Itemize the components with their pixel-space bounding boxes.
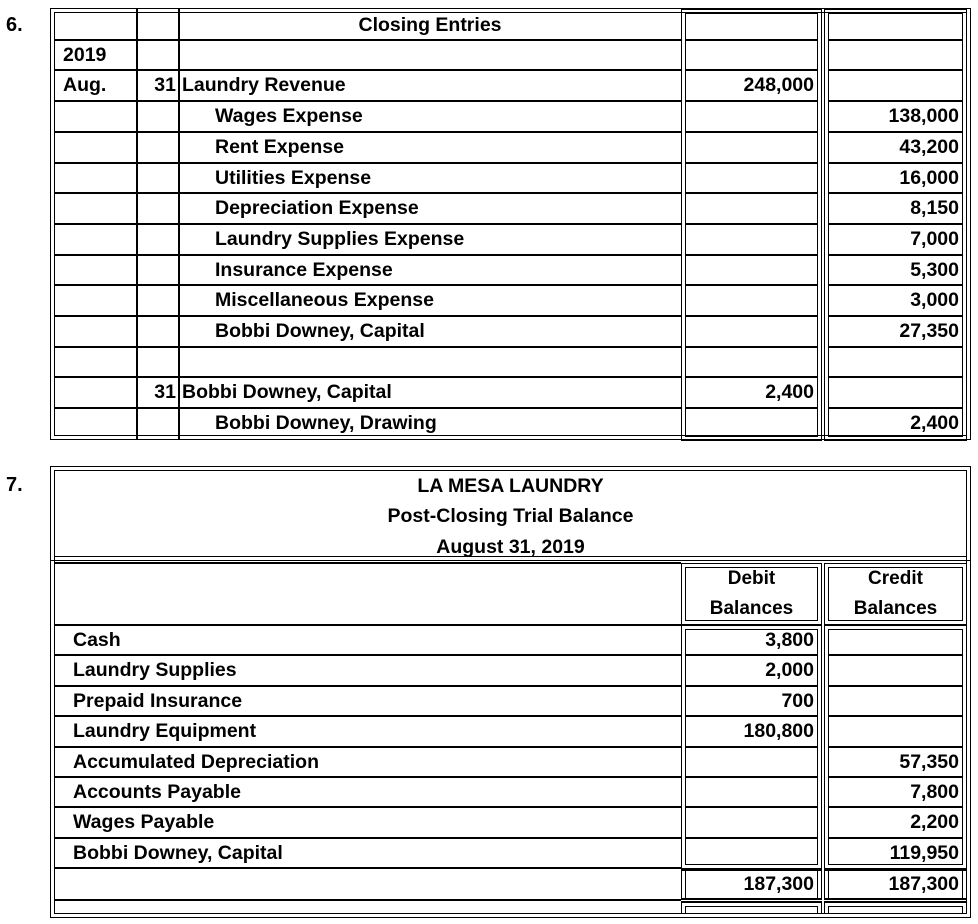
credit-row-divider	[828, 685, 963, 687]
entry-credit: 27,350	[899, 320, 959, 342]
entry-credit: 5,300	[910, 259, 959, 281]
credit-balance: 57,350	[899, 751, 959, 773]
row-divider	[55, 100, 681, 102]
entry-account: Depreciation Expense	[215, 197, 419, 219]
trial-balance-heading	[50, 466, 971, 561]
account-name: Accounts Payable	[73, 781, 241, 803]
credit-row-divider	[828, 376, 963, 378]
section-6-number: 6.	[6, 14, 23, 36]
statement-date: August 31, 2019	[436, 536, 585, 558]
entry-account: Insurance Expense	[215, 259, 393, 281]
debit-row-divider	[685, 39, 818, 41]
entry-account: Utilities Expense	[215, 167, 372, 189]
account-name: Cash	[73, 629, 121, 651]
entry-account: Miscellaneous Expense	[215, 289, 434, 311]
header-bottom-divider	[55, 624, 681, 626]
credit-row-divider	[828, 715, 963, 717]
row-divider	[55, 131, 681, 133]
entry-credit: 16,000	[899, 167, 959, 189]
entry-credit: 7,000	[910, 228, 959, 250]
account-name: Laundry Supplies	[73, 659, 237, 681]
entry-day: 31	[154, 74, 176, 96]
debit-row-divider	[685, 131, 818, 133]
debit-row-divider	[685, 806, 818, 808]
account-name: Accumulated Depreciation	[73, 751, 319, 773]
credit-total: 187,300	[888, 873, 959, 895]
entry-account: Wages Expense	[215, 105, 363, 127]
credit-row-divider	[828, 346, 963, 348]
total-row-divider	[55, 899, 681, 901]
row-divider	[55, 39, 681, 41]
credit-balance: 119,950	[889, 842, 959, 864]
entry-account: Bobbi Downey, Drawing	[215, 412, 437, 434]
entry-month: Aug.	[63, 74, 107, 96]
credit-balance: 2,200	[910, 811, 959, 833]
debit-row-divider	[685, 346, 818, 348]
entry-credit: 8,150	[910, 197, 959, 219]
credit-balance: 7,800	[910, 781, 959, 803]
debit-row-divider	[685, 192, 818, 194]
entry-credit: 2,400	[910, 412, 959, 434]
entry-credit: 43,200	[899, 136, 959, 158]
debit-blank-box	[681, 902, 822, 914]
credit-row-divider	[828, 654, 963, 656]
debit-row-divider	[685, 837, 818, 839]
entry-account: Laundry Revenue	[182, 74, 346, 96]
credit-row-divider	[828, 69, 963, 71]
debit-balance: 3,800	[765, 629, 814, 651]
debit-header-line1: Debit	[727, 568, 776, 589]
account-name: Wages Payable	[73, 811, 215, 833]
debit-row-divider	[685, 284, 818, 286]
debit-header-line2: Balances	[709, 598, 794, 619]
debit-balance: 2,000	[765, 659, 814, 681]
credit-row-divider	[828, 39, 963, 41]
debit-balance: 180,800	[743, 720, 814, 742]
entry-account: Bobbi Downey, Capital	[215, 320, 425, 342]
section-7-number: 7.	[6, 474, 23, 496]
account-name: Laundry Equipment	[73, 720, 257, 742]
account-name: Bobbi Downey, Capital	[73, 842, 283, 864]
entry-account: Rent Expense	[215, 136, 344, 158]
entry-debit: 2,400	[765, 381, 814, 403]
entry-credit: 138,000	[888, 105, 959, 127]
entry-debit: 248,000	[743, 74, 814, 96]
entry-credit: 3,000	[910, 289, 959, 311]
row-divider	[55, 346, 681, 348]
debit-row-divider	[685, 223, 818, 225]
debit-total: 187,300	[743, 873, 814, 895]
debit-balance: 700	[781, 690, 814, 712]
credit-blank-box	[824, 902, 967, 914]
entry-day: 31	[154, 381, 176, 403]
credit-header-line1: Credit	[868, 568, 923, 589]
entry-month: 2019	[63, 44, 107, 66]
debit-row-divider	[685, 315, 818, 317]
journal-title: Closing Entries	[358, 14, 502, 36]
statement-title: Post-Closing Trial Balance	[387, 505, 634, 527]
debit-row-divider	[685, 254, 818, 256]
entry-account: Bobbi Downey, Capital	[182, 381, 392, 403]
debit-row-divider	[685, 407, 818, 409]
account-name: Prepaid Insurance	[73, 690, 243, 712]
debit-row-divider	[685, 746, 818, 748]
debit-row-divider	[685, 776, 818, 778]
header-divider	[55, 562, 681, 564]
debit-row-divider	[685, 100, 818, 102]
company-name: LA MESA LAUNDRY	[417, 475, 604, 497]
credit-header-line2: Balances	[853, 598, 938, 619]
entry-account: Laundry Supplies Expense	[215, 228, 465, 250]
debit-row-divider	[685, 162, 818, 164]
